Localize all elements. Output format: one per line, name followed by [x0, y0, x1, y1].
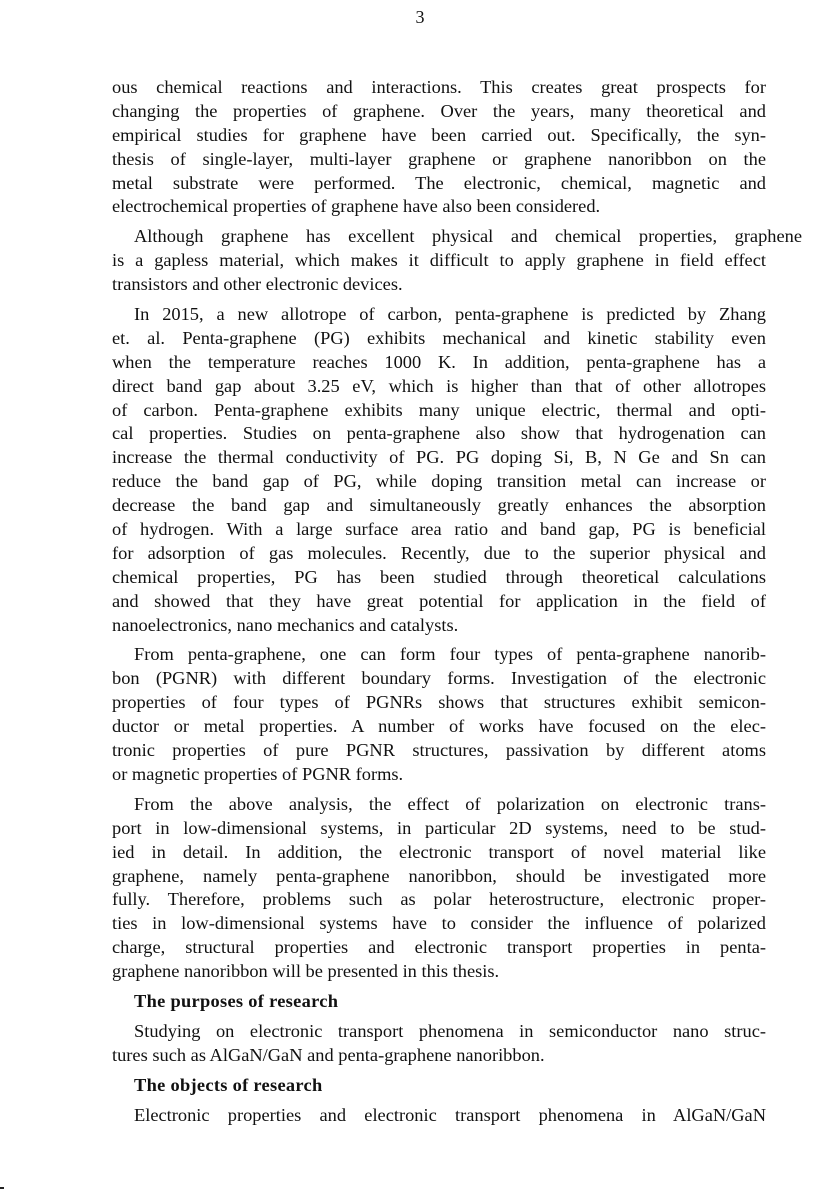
- text-line: electrochemical properties of graphene have also been considered.: [112, 196, 601, 217]
- text-line: nanoelectronics, nano mechanics and catalysts.: [112, 614, 459, 635]
- text-line: properties of four types of PGNRs shows that structures exhibit semicon-: [112, 692, 766, 713]
- text-line: ductor or metal properties. A number of works have focused on the elec-: [112, 716, 766, 737]
- section-heading-objects: The objects of research: [134, 1074, 323, 1095]
- text-line: increase the thermal conductivity of PG. PG doping Si, B, N Ge and Sn can: [112, 447, 766, 468]
- text-line: reduce the band gap of PG, while doping transition metal can increase or: [112, 471, 766, 492]
- text-line: when the temperature reaches 1000 K. In addition, penta-graphene has a: [112, 351, 766, 372]
- text-line: or magnetic properties of PGNR forms.: [112, 763, 404, 784]
- text-line: empirical studies for graphene have been carried out. Specifically, the syn-: [112, 124, 766, 145]
- text-line: From penta-graphene, one can form four types of penta-graphene nanorib-: [134, 644, 766, 665]
- text-line: for adsorption of gas molecules. Recently, due to the superior physical and: [112, 542, 766, 563]
- text-line: chemical properties, PG has been studied through theoretical calculations: [112, 566, 766, 587]
- text-line: tures such as AlGaN/GaN and penta-graphene nanoribbon.: [112, 1044, 545, 1065]
- text-line: Studying on electronic transport phenomena in semiconductor nano struc-: [134, 1020, 766, 1041]
- text-line: port in low-dimensional systems, in particular 2D systems, need to be stud-: [112, 817, 766, 838]
- text-line: transistors and other electronic devices.: [112, 274, 403, 295]
- paragraph-purposes: [112, 1020, 766, 1068]
- text-line: et. al. Penta-graphene (PG) exhibits mechanical and kinetic stability even: [112, 327, 766, 348]
- text-line: From the above analysis, the effect of polarization on electronic trans-: [134, 793, 766, 814]
- text-line: thesis of single-layer, multi-layer graphene or graphene nanoribbon on the: [112, 148, 766, 169]
- text-line: graphene nanoribbon will be presented in this thesis.: [112, 961, 500, 982]
- text-line: ties in low-dimensional systems have to consider the influence of polarized: [112, 913, 766, 934]
- text-line: fully. Therefore, problems such as polar heterostructure, electronic proper-: [112, 889, 766, 910]
- text-line: Although graphene has excellent physical and chemical properties, graphene: [134, 226, 802, 247]
- text-line: and showed that they have great potential for application in the field of: [112, 590, 766, 611]
- text-line: of hydrogen. With a large surface area ratio and band gap, PG is beneficial: [112, 519, 766, 540]
- paragraph-penta-graphene: [112, 303, 766, 637]
- text-line: graphene, namely penta-graphene nanoribbon, should be investigated more: [112, 865, 766, 886]
- text-line: cal properties. Studies on penta-graphene also show that hydrogenation can: [112, 423, 766, 444]
- text-line: direct band gap about 3.25 eV, which is higher than that of other allotropes: [112, 375, 766, 396]
- text-line: In 2015, a new allotrope of carbon, penta-graphene is predicted by Zhang: [134, 304, 766, 325]
- text-line: ied in detail. In addition, the electronic transport of novel material like: [112, 841, 766, 862]
- page-number: 3: [415, 7, 425, 27]
- text-line: changing the properties of graphene. Over the years, many theoretical and: [112, 100, 766, 121]
- text-line: is a gapless material, which makes it difficult to apply graphene in field effect: [112, 250, 766, 271]
- text-line: bon (PGNR) with different boundary forms. Investigation of the electronic: [112, 668, 766, 689]
- text-line: metal substrate were performed. The electronic, chemical, magnetic and: [112, 172, 766, 193]
- paragraph-graphene-studies: [112, 76, 766, 219]
- body-text: [112, 76, 802, 1133]
- text-line: charge, structural properties and electronic transport properties in penta-: [112, 937, 766, 958]
- paragraph-objects: [112, 1104, 766, 1128]
- paragraph-pgnr: [112, 643, 766, 786]
- text-line: of carbon. Penta-graphene exhibits many unique electric, thermal and opti-: [112, 399, 766, 420]
- text-line: tronic properties of pure PGNR structures, passivation by different atoms: [112, 740, 766, 761]
- paragraph-analysis: [112, 793, 766, 984]
- paragraph-gapless-material: [112, 225, 802, 297]
- text-line: Electronic properties and electronic transport phenomena in AlGaN/GaN: [134, 1104, 766, 1125]
- text-line: ous chemical reactions and interactions. This creates great prospects for: [112, 77, 766, 97]
- section-heading-purposes: The purposes of research: [134, 990, 339, 1011]
- page-corner-mark: [0, 1187, 4, 1189]
- text-line: decrease the band gap and simultaneously greatly enhances the absorption: [112, 495, 766, 516]
